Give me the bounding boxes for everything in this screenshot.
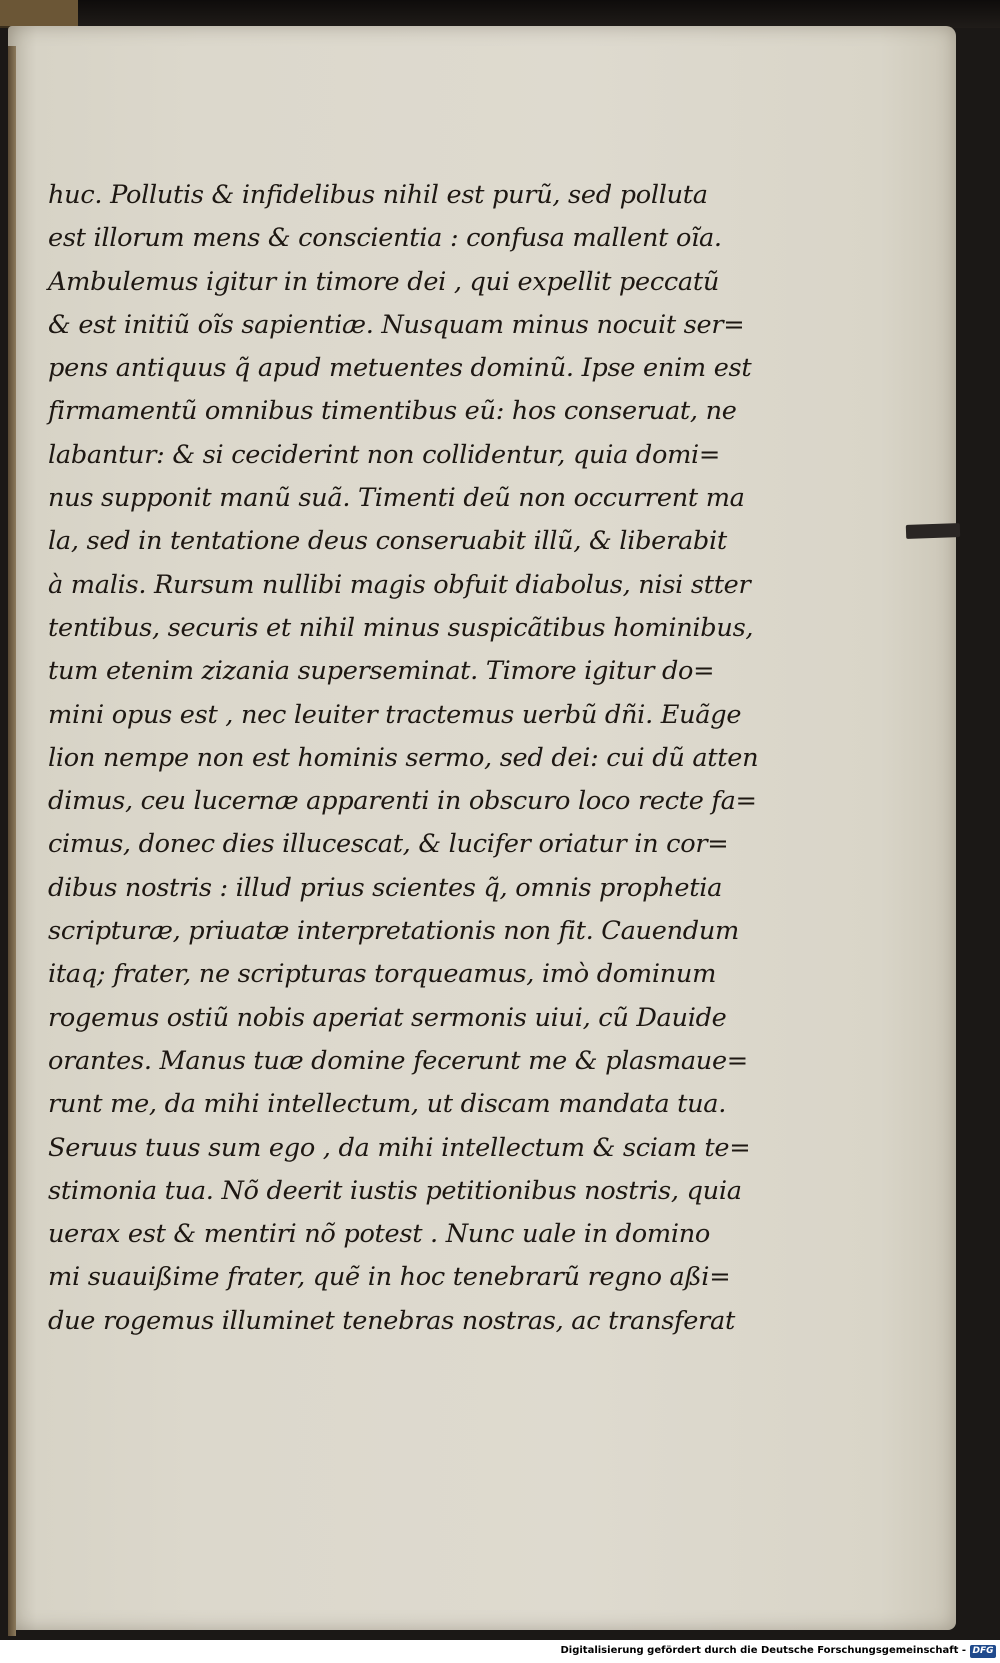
text-line: uerax est & mentiri nõ potest . Nunc uale in domino (48, 1219, 710, 1250)
text-line: runt me, da mihi intellectum, ut discam mandata tua. (48, 1089, 727, 1120)
bookmark-ribbon (906, 523, 960, 539)
text-line: lion nempe non est hominis sermo, sed dei: cui dũ atten (48, 742, 759, 773)
text-line: mini opus est , nec leuiter tractemus uerbũ dñi. Euãge (48, 699, 742, 730)
text-line: itaq; frater, ne scripturas torqueamus, imò dominum (48, 959, 717, 990)
text-line: huc. Pollutis & infidelibus nihil est purũ, sed polluta (48, 180, 708, 210)
text-line: pens antiquus q̃ apud metuentes dominũ. Ipse enim est (48, 353, 752, 384)
text-line: mi suauißime frater, quẽ in hoc tenebrarũ regno aßi= (48, 1262, 731, 1293)
text-line: & est initiũ oĩs sapientiæ. Nusquam minus nocuit ser= (48, 309, 745, 340)
text-line: tum etenim zizania superseminat. Timore igitur do= (48, 656, 715, 687)
text-line: est illorum mens & conscientia : confusa mallent oĩa. (48, 223, 722, 254)
text-line: à malis. Rursum nullibi magis obfuit diabolus, nisi stter (48, 569, 751, 600)
text-line: tentibus, securis et nihil minus suspicãtibus hominibus, (48, 612, 754, 643)
text-line: nus supponit manũ suã. Timenti deũ non occurrent ma (48, 483, 745, 514)
text-line: dibus nostris : illud prius scientes q̃, omnis prophetia (48, 872, 723, 903)
page-text-block (48, 174, 768, 1343)
dfg-logo-icon: DFG (970, 1645, 996, 1658)
text-line: orantes. Manus tuæ domine fecerunt me & plasmaue= (48, 1045, 748, 1076)
text-line: rogemus ostiũ nobis aperiat sermonis uiui, cũ Dauide (48, 1002, 727, 1033)
corner-label-strip (0, 0, 78, 28)
text-line: cimus, donec dies illucescat, & lucifer oriatur in cor= (48, 829, 729, 860)
text-line: labantur: & si ceciderint non collidentur, quia domi= (48, 439, 721, 470)
text-line: la, sed in tentatione deus conseruabit illũ, & liberabit (48, 526, 727, 557)
book-page (8, 26, 956, 1630)
text-line: due rogemus illuminet tenebras nostras, ac transferat (48, 1305, 735, 1336)
text-line: dimus, ceu lucernæ apparenti in obscuro loco recte fa= (48, 786, 757, 817)
page-binding-edge (8, 46, 16, 1636)
text-line: Ambulemus igitur in timore dei , qui expellit peccatũ (48, 266, 720, 297)
funding-note: Digitalisierung gefördert durch die Deutsche Forschungsgemeinschaft - (560, 1645, 966, 1656)
text-line: Seruus tuus sum ego , da mihi intellectum & sciam te= (48, 1132, 751, 1163)
text-line: stimonia tua. Nõ deerit iustis petitionibus nostris, quia (48, 1175, 742, 1206)
text-line: scripturæ, priuatæ interpretationis non fit. Cauendum (48, 916, 740, 947)
text-line: firmamentũ omnibus timentibus eũ: hos conseruat, ne (48, 396, 737, 427)
scan-top-edge (0, 0, 1000, 28)
